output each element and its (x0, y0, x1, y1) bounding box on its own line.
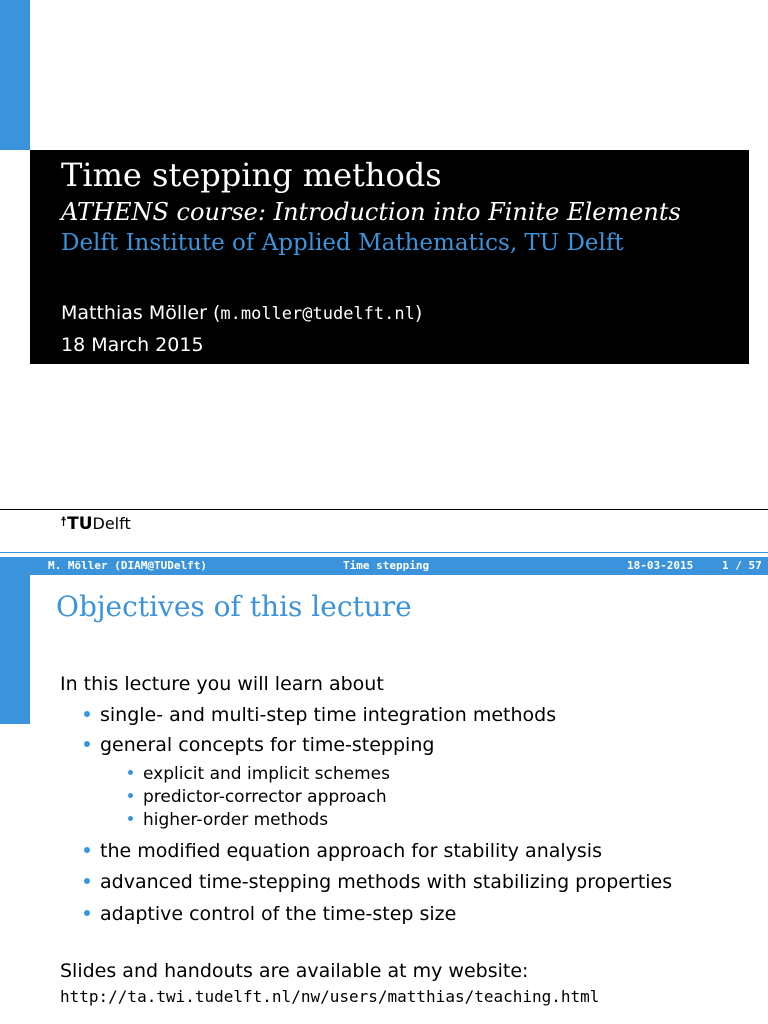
bullet-icon (84, 741, 90, 747)
sub-list-item (128, 810, 328, 830)
sub-list-item-text: explicit and implicit schemes (143, 764, 390, 784)
footer-date: 18-03-2015 (627, 559, 694, 572)
sub-list-item-text: higher-order methods (143, 810, 329, 830)
bullet-icon (128, 793, 133, 798)
list-item (84, 704, 556, 726)
website-url: http://ta.twi.tudelft.nl/nw/users/matthias/teaching.html (60, 987, 600, 1006)
bullet-icon (84, 711, 90, 717)
institute: Delft Institute of Applied Mathematics, TU Delft (61, 230, 624, 256)
presentation-title: Time stepping methods (61, 156, 442, 194)
list-item (84, 903, 456, 925)
flame-icon: ☨ (60, 515, 68, 530)
author-email: m.moller@tudelft.nl (220, 304, 415, 324)
intro-text: In this lecture you will learn about (60, 673, 384, 695)
footer-page-number: 1 / 57 (722, 559, 762, 572)
author-name: Matthias Möller ( (61, 302, 221, 324)
bullet-icon (84, 847, 90, 853)
list-item (84, 871, 672, 893)
footer-author: M. Möller (DIAM@TUDelft) (48, 559, 207, 572)
list-item (84, 734, 434, 756)
closing-text: Slides and handouts are available at my website: (60, 960, 529, 982)
bullet-icon (84, 878, 90, 884)
footer-short-title: Time stepping (343, 559, 430, 572)
logo-delft: Delft (92, 514, 131, 533)
list-item-text: single- and multi-step time integration methods (100, 704, 557, 726)
slide-title: Objectives of this lecture (56, 590, 412, 623)
list-item (84, 840, 602, 862)
presentation-date: 18 March 2015 (61, 334, 204, 356)
sub-list-item (128, 764, 390, 784)
list-item-text: the modified equation approach for stability analysis (100, 840, 602, 862)
author-close: ) (414, 302, 423, 324)
sub-list-item-text: predictor-corrector approach (143, 787, 387, 807)
logo-tu: TU (67, 514, 93, 534)
list-item-text: advanced time-stepping methods with stabilizing properties (100, 871, 673, 893)
list-item-text: general concepts for time-stepping (100, 734, 435, 756)
presentation-subtitle: ATHENS course: Introduction into Finite Elements (61, 198, 681, 226)
bullet-icon (128, 816, 133, 821)
bullet-icon (84, 910, 90, 916)
list-item-text: adaptive control of the time-step size (100, 903, 457, 925)
bullet-icon (128, 770, 133, 775)
sub-list-item (128, 787, 387, 807)
